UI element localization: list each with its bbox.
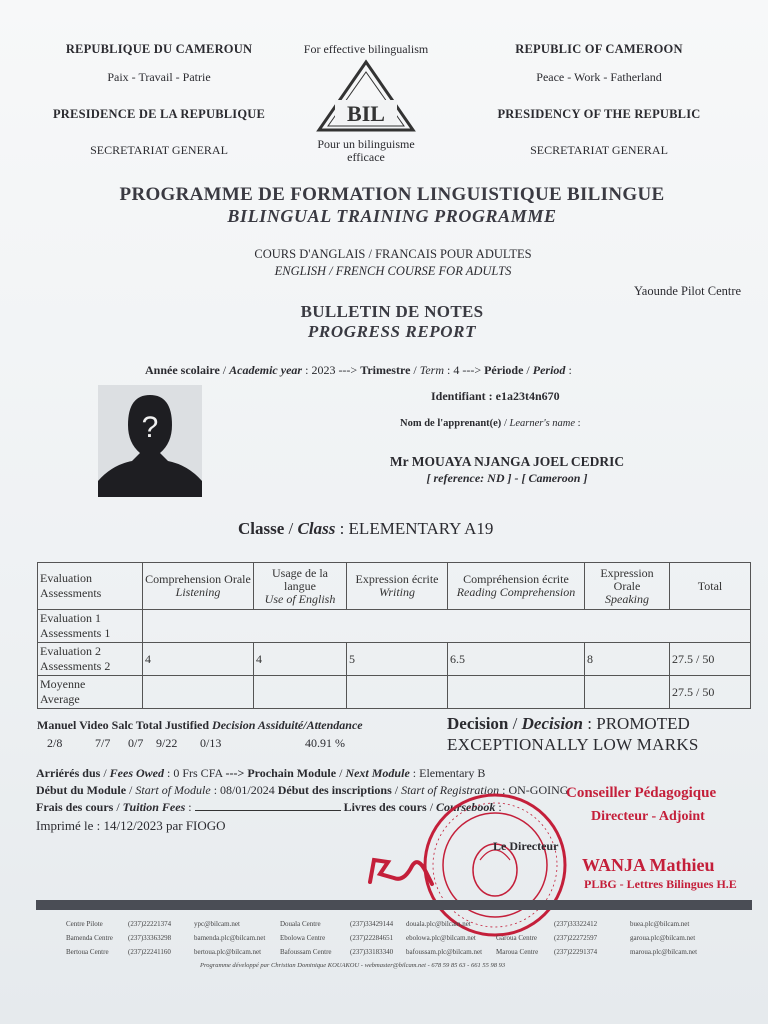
cell-writing: [347, 676, 448, 709]
bil-logo: [313, 58, 419, 134]
footer-centre: Bafoussam Centre: [280, 948, 332, 956]
header-total: Total: [670, 563, 751, 610]
learner-reference: [ reference: ND ] - [ Cameroon ]: [426, 471, 588, 485]
footer-phone: (237)33322412: [554, 920, 598, 928]
programme-title-en: BILINGUAL TRAINING PROGRAMME: [227, 206, 557, 226]
footer-centre: Bamenda Centre: [66, 934, 113, 942]
footer-centre: Centre Pilote: [66, 920, 103, 928]
cell-writing: 5: [347, 643, 448, 676]
fees-owed-line: Arriérés dus / Fees Owed : 0 Frs CFA ---> Prochain Module / Next Module : Elementary B: [36, 766, 486, 780]
footer-phone: (237)33429144: [350, 920, 394, 928]
class-line: Classe / Class : ELEMENTARY A19: [238, 519, 494, 538]
header-use-of-english: Usage de la langue Use of English: [254, 563, 347, 610]
attendance-value-justified: 0/13: [200, 736, 222, 750]
right-motto: Peace - Work - Fatherland: [536, 70, 662, 84]
row-empty-cells: [143, 610, 751, 643]
signature: [366, 852, 436, 892]
footer-phone: (237)22272597: [554, 934, 598, 942]
academic-year-line: Année scolaire / Academic year : 2023 ---> Trimestre / Term : 4 ---> Période / Period :: [145, 363, 572, 377]
header-listening: Comprehension Orale Listening: [143, 563, 254, 610]
header-reading: Compréhension écrite Reading Comprehension: [448, 563, 585, 610]
cell-total: 27.5 / 50: [670, 643, 751, 676]
footer-centre: Garoua Centre: [496, 934, 538, 942]
cell-use-of-english: 4: [254, 643, 347, 676]
attendance-value-salc: 0/7: [128, 736, 144, 750]
header-evaluation: Evaluation Assessments: [38, 563, 143, 610]
footer-phone: (237)22284651: [350, 934, 394, 942]
course-en: ENGLISH / FRENCH COURSE FOR ADULTS: [274, 264, 512, 278]
cell-use-of-english: [254, 676, 347, 709]
footer-credit: Programme développé par Christian Dominique KOUAKOU - webmaster@bilcam.net - 678 59 85 63 - 661 55 98 93: [200, 962, 506, 969]
row-label: Moyenne Average: [38, 676, 143, 709]
director-label: Le Directeur: [493, 839, 559, 853]
footer-email: bafoussam.plc@bilcam.net: [406, 948, 483, 956]
footer-email: bamenda.plc@bilcam.net: [194, 934, 266, 942]
table-row: [38, 610, 751, 643]
report-title-en: PROGRESS REPORT: [307, 322, 477, 341]
center-slogan-fr-1: Pour un bilinguisme: [317, 137, 415, 151]
logo-text: BIL: [347, 101, 385, 126]
photo-placeholder: ?: [141, 411, 159, 444]
attendance-value-manual: 2/8: [47, 736, 63, 750]
decision-remark: EXCEPTIONALLY LOW MARKS: [447, 735, 699, 754]
attendance-rate: 40.91 %: [305, 736, 345, 750]
centre-name: Yaounde Pilot Centre: [634, 284, 742, 298]
printed-date: Imprimé le : 14/12/2023 par FIOGO: [36, 818, 226, 833]
row-label: Evaluation 1 Assessments 1: [38, 610, 143, 643]
left-presidency: PRESIDENCE DE LA REPUBLIQUE: [52, 107, 266, 121]
footer-centre: Bertoua Centre: [66, 948, 109, 956]
decision-line: Decision / Decision : PROMOTED: [447, 714, 690, 733]
footer-phone: (237)22291374: [554, 948, 598, 956]
table-row: [38, 676, 751, 709]
cell-speaking: [585, 676, 670, 709]
stamp-dept: PLBG - Lettres Bilingues H.E: [584, 877, 737, 891]
attendance-value-video: 7/7: [95, 736, 111, 750]
header-writing: Expression écrite Writing: [347, 563, 448, 610]
footer-email: douala.plc@bilcam.net: [406, 920, 471, 928]
right-secretariat: SECRETARIAT GENERAL: [530, 143, 668, 157]
footer-email: ebolowa.plc@bilcam.net: [406, 934, 476, 942]
center-slogan-fr-2: efficace: [347, 150, 385, 164]
row-label: Evaluation 2 Assessments 2: [38, 643, 143, 676]
attendance-header: Manuel Video Salc Total Justified Decision Assiduité/Attendance: [37, 718, 363, 732]
stamp-role-1: Conseiller Pédagogique: [566, 785, 717, 801]
table-row: [38, 643, 751, 676]
right-presidency: PRESIDENCY OF THE REPUBLIC: [497, 107, 701, 121]
left-motto: Paix - Travail - Patrie: [107, 70, 211, 84]
center-slogan-en: For effective bilingualism: [303, 42, 429, 56]
footer-centre: Ebolowa Centre: [280, 934, 326, 942]
footer-email: garoua.plc@bilcam.net: [630, 934, 696, 942]
footer-email: buea.plc@bilcam.net: [630, 920, 690, 928]
grades-header-row: [38, 563, 751, 610]
learner-photo: [98, 385, 202, 497]
footer-phone: (237)33183340: [350, 948, 394, 956]
footer-phone: (237)22221374: [128, 920, 172, 928]
cell-total: 27.5 / 50: [670, 676, 751, 709]
official-seal: [420, 790, 570, 940]
report-title-fr: BULLETIN DE NOTES: [300, 302, 484, 321]
cell-listening: [143, 676, 254, 709]
module-start-line: Début du Module / Start of Module : 08/01/2024 Début des inscriptions / Start of Registration : ON-GOING: [36, 783, 569, 797]
footer-email: maroua.plc@bilcam.net: [630, 948, 698, 956]
cell-reading: [448, 676, 585, 709]
left-country: REPUBLIQUE DU CAMEROUN: [65, 42, 253, 56]
stamp-role-2: Directeur - Adjoint: [591, 809, 705, 824]
footer-email: ypc@bilcam.net: [194, 920, 240, 928]
right-country: REPUBLIC OF CAMEROON: [515, 42, 683, 56]
footer-centre: Maroua Centre: [496, 948, 539, 956]
cell-speaking: 8: [585, 643, 670, 676]
course-fr: COURS D'ANGLAIS / FRANCAIS POUR ADULTES: [254, 247, 532, 261]
cell-reading: 6.5: [448, 643, 585, 676]
attendance-value-total: 9/22: [156, 736, 178, 750]
footer-phone: (237)22241160: [128, 948, 171, 956]
learner-name: Mr MOUAYA NJANGA JOEL CEDRIC: [389, 454, 625, 469]
cell-listening: 4: [143, 643, 254, 676]
header-speaking: Expression Orale Speaking: [585, 563, 670, 610]
programme-title-fr: PROGRAMME DE FORMATION LINGUISTIQUE BILINGUE: [119, 184, 665, 205]
footer-bar: [36, 900, 752, 910]
grades-table: [37, 562, 751, 709]
learner-name-label: Nom de l'apprenant(e) / Learner's name :: [400, 418, 581, 429]
tuition-line: Frais des cours / Tuition Fees : Livres des cours / Coursebook :: [36, 800, 502, 814]
footer-centre: Douala Centre: [280, 920, 321, 928]
footer-phone: (237)33363298: [128, 934, 172, 942]
footer-email: bertoua.plc@bilcam.net: [194, 948, 262, 956]
left-secretariat: SECRETARIAT GENERAL: [90, 143, 228, 157]
stamp-name: WANJA Mathieu: [582, 855, 715, 875]
identifier: Identifiant : e1a23t4n670: [431, 389, 560, 403]
